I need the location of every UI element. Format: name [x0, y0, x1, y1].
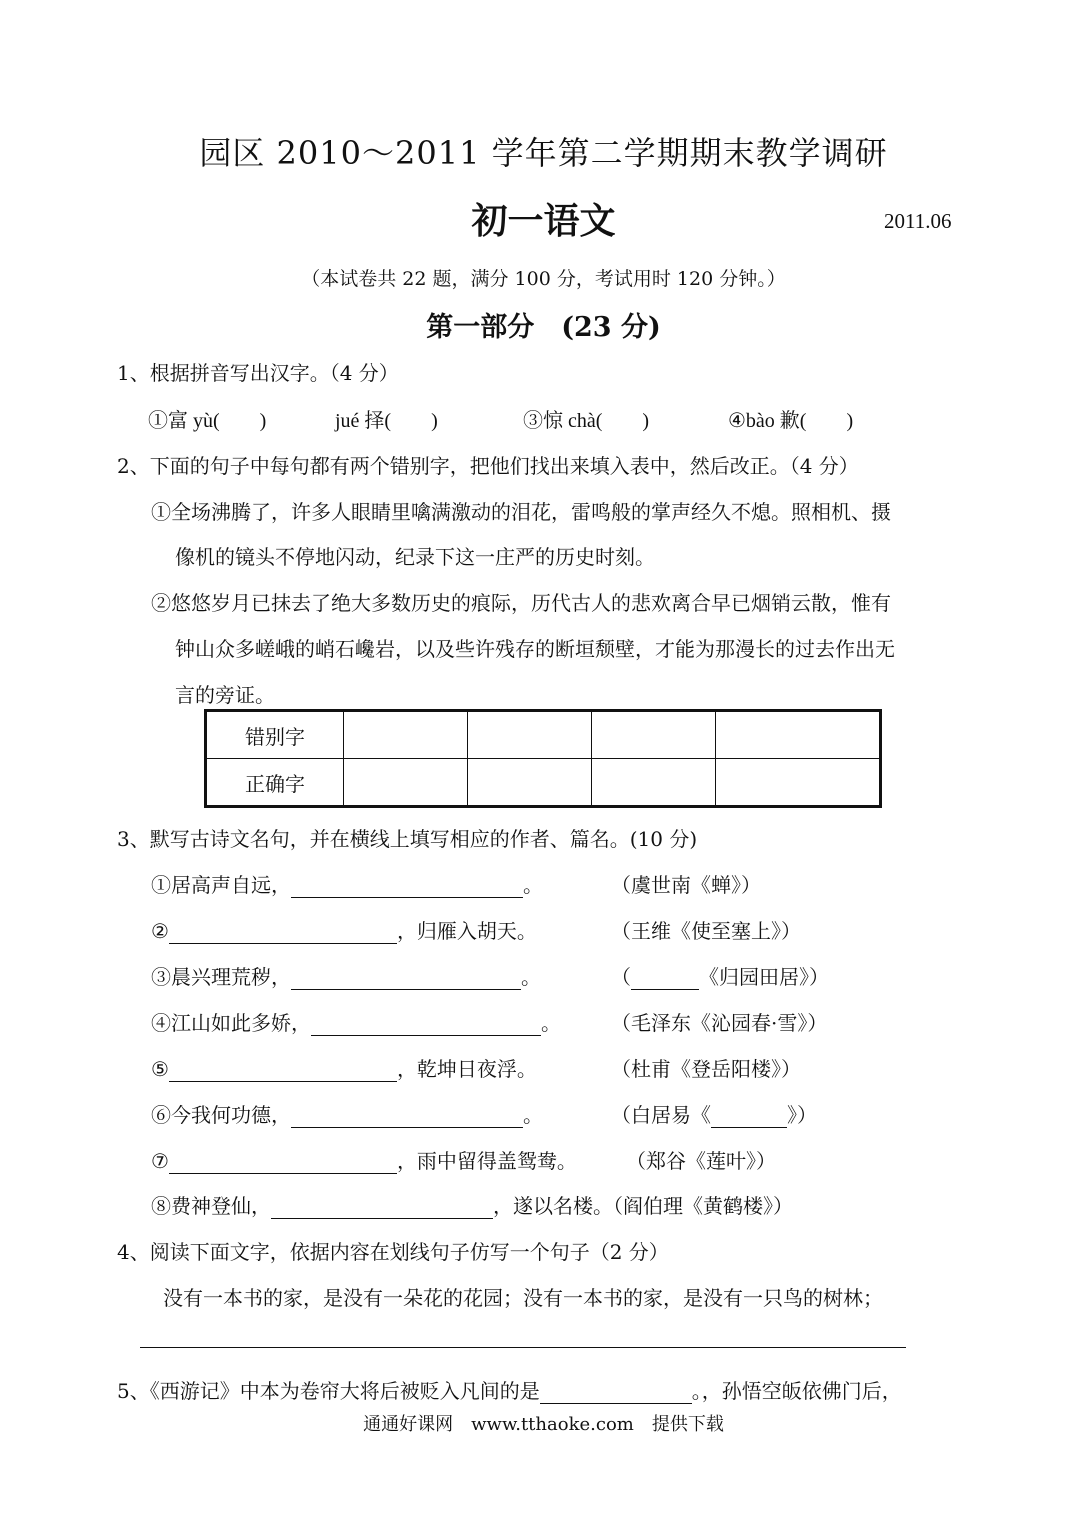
answer-cell[interactable]: [467, 759, 591, 807]
line-text: ，雨中留得盖鸳鸯。: [396, 1149, 577, 1173]
line-text: ，归雁入胡天。: [396, 919, 537, 943]
source-text: 》）: [787, 1103, 817, 1127]
answer-blank[interactable]: [291, 1103, 523, 1128]
q3-stem: 3、默写古诗文名句，并在横线上填写相应的作者、篇名。(10 分): [117, 827, 698, 851]
q3-line-7: [151, 1145, 577, 1174]
q2-passage-1-line-2: 像机的镜头不停地闪动，纪录下这一庄严的历史时刻。: [175, 545, 655, 569]
line-text: 5、《西游记》中本为卷帘大将后被贬入凡间的是: [117, 1379, 540, 1403]
table-row-label: 错别字: [206, 711, 344, 759]
q1-item-4: ④bào 歉( ): [728, 410, 854, 432]
q3-source-5: （杜甫《登岳阳楼》）: [611, 1057, 801, 1081]
table-row: [206, 711, 881, 759]
q1-item-1: ①富 yù( ): [148, 410, 267, 432]
author-blank[interactable]: [631, 965, 699, 990]
line-text: ，乾坤日夜浮。: [396, 1057, 537, 1081]
q2-passage-1-line-1: ①全场沸腾了，许多人眼睛里噙满激动的泪花，雷鸣般的掌声经久不熄。照相机、摄: [151, 500, 891, 524]
answer-table: [204, 709, 882, 808]
q2-passage-2-line-1: ②悠悠岁月已抹去了绝大多数历史的痕际，历代古人的悲欢离合早已烟销云散，惟有: [151, 591, 891, 615]
line-text: 。: [523, 873, 543, 897]
q3-source-1: （虞世南《蝉》）: [611, 873, 761, 897]
answer-blank[interactable]: [169, 919, 397, 944]
line-text: ，遂以名楼。: [493, 1194, 613, 1218]
answer-cell[interactable]: [715, 759, 880, 807]
exam-note: （本试卷共 22 题，满分 100 分，考试用时 120 分钟。）: [301, 268, 786, 290]
source-text: 《归园田居》）: [699, 965, 829, 989]
q3-source-3: [611, 961, 829, 990]
subject-title: 初一语文: [471, 200, 616, 242]
answer-cell[interactable]: [591, 759, 715, 807]
q4-text: 没有一本书的家，是没有一朵花的花园；没有一本书的家，是没有一只鸟的树林；: [163, 1286, 883, 1310]
answer-blank[interactable]: [291, 873, 523, 898]
line-text: ⑤: [151, 1057, 169, 1081]
title-blank[interactable]: [711, 1103, 787, 1128]
answer-blank[interactable]: [540, 1379, 692, 1404]
line-text: ①居高声自远，: [151, 873, 291, 897]
q5-line: [117, 1375, 902, 1404]
q3-line-8: [151, 1190, 793, 1219]
q3-line-1: [151, 869, 543, 898]
source-text: （白居易《: [611, 1103, 711, 1127]
answer-blank[interactable]: [291, 965, 521, 990]
q3-line-4: [151, 1007, 561, 1036]
exam-date: 2011.06: [884, 209, 952, 233]
q4-stem: 4、阅读下面文字，依据内容在划线句子仿写一个句子（2 分）: [117, 1240, 669, 1264]
q3-line-2: [151, 915, 537, 944]
q3-source-7: （郑谷《莲叶》）: [626, 1149, 776, 1173]
line-source: （阎伯理《黄鹤楼》）: [613, 1194, 793, 1218]
q3-line-5: [151, 1053, 537, 1082]
line-text: ⑦: [151, 1149, 169, 1173]
source-text: （: [611, 965, 631, 989]
q2-passage-2-line-3: 言的旁证。: [175, 683, 275, 707]
line-text: ③晨兴理荒秽，: [151, 965, 291, 989]
answer-blank[interactable]: [311, 1011, 541, 1036]
q3-source-6: [611, 1099, 817, 1128]
line-text: 。: [521, 965, 541, 989]
q1-item-3: ③惊 chà( ): [523, 410, 650, 432]
answer-blank[interactable]: [169, 1149, 397, 1174]
line-text: 。: [523, 1103, 543, 1127]
q2-stem: 2、下面的句子中每句都有两个错别字，把他们找出来填入表中，然后改正。（4 分）: [117, 454, 859, 478]
answer-cell[interactable]: [715, 711, 880, 759]
line-text: ⑥今我何功德，: [151, 1103, 291, 1127]
line-text: ②: [151, 919, 169, 943]
exam-title: 园区 2010～2011 学年第二学期期末教学调研: [199, 134, 888, 172]
answer-cell[interactable]: [344, 759, 468, 807]
answer-line[interactable]: [140, 1347, 906, 1348]
answer-blank[interactable]: [169, 1057, 397, 1082]
q1-item-2: jué 择( ): [335, 410, 438, 432]
q3-line-3: [151, 961, 541, 990]
q2-passage-2-line-2: 钟山众多嵯峨的峭石巉岩，以及些许残存的断垣颓壁，才能为那漫长的过去作出无: [175, 637, 895, 661]
line-text: 。: [541, 1011, 561, 1035]
table-row-label: 正确字: [206, 759, 344, 807]
line-text: ④江山如此多娇，: [151, 1011, 311, 1035]
q3-line-6: [151, 1099, 543, 1128]
line-text: 。，孙悟空皈依佛门后，: [691, 1379, 902, 1403]
answer-cell[interactable]: [344, 711, 468, 759]
answer-cell[interactable]: [591, 711, 715, 759]
line-text: ⑧费神登仙，: [151, 1194, 271, 1218]
answer-blank[interactable]: [271, 1194, 493, 1219]
q1-stem: 1、根据拼音写出汉字。（4 分）: [117, 361, 399, 385]
table-row: [206, 759, 881, 807]
q3-source-4: （毛泽东《沁园春·雪》）: [611, 1011, 828, 1035]
part-heading: 第一部分 (23 分): [426, 312, 661, 343]
page-footer: 通通好课网 www.tthaoke.com 提供下载: [363, 1414, 724, 1435]
answer-cell[interactable]: [467, 711, 591, 759]
q3-source-2: （王维《使至塞上》）: [611, 919, 801, 943]
